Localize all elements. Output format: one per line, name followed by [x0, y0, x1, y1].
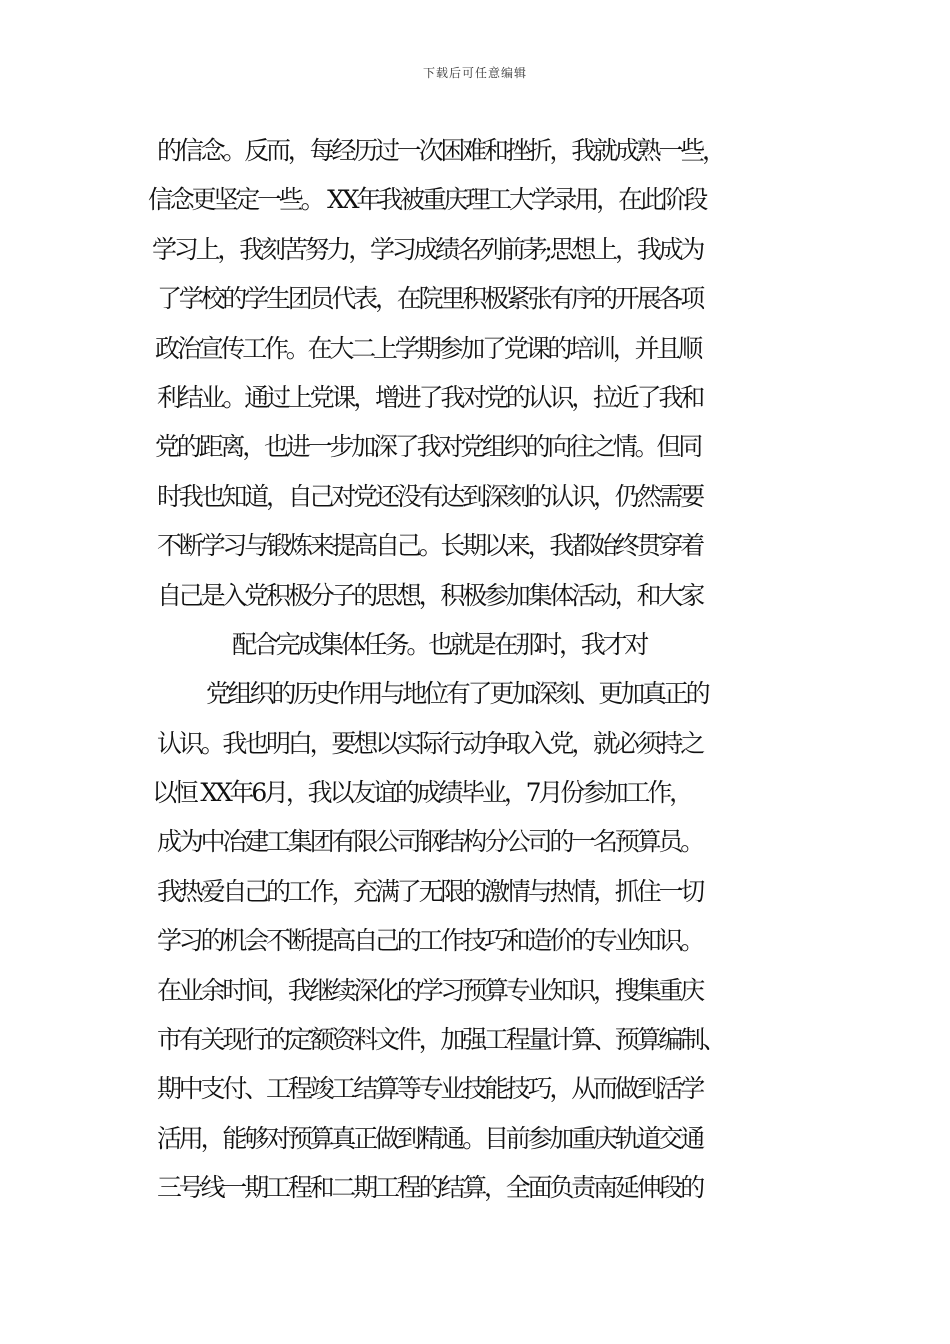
text-line: 我热爱自己的工作，充满了无限的激情与热情，抓住一切	[157, 876, 703, 906]
text-line: 认识。我也明白，要想以实际行动争取入党，就必须持之	[157, 728, 703, 758]
text-line: 政治宣传工作。在大二上学期参加了党课的培训，并且顺	[155, 333, 701, 363]
text-line: 利结业。通过上党课，增进了我对党的认识，拉近了我和	[157, 382, 703, 412]
text-line: 市有关现行的定额资料文件，加强工程量计算、预算编制、	[157, 1025, 724, 1055]
text-line: 学习的机会不断提高自己的工作技巧和造价的专业知识。	[157, 926, 703, 956]
text-line: 以恒 XX年6月，我以友谊的成绩毕业，7月份参加工作，	[152, 778, 691, 808]
text-line: 三号线一期工程和二期工程的结算，全面负责南延伸段的	[157, 1173, 703, 1203]
text-line: 自己是入党积极分子的思想，积极参加集体活动，和大家	[157, 580, 703, 610]
text-line: 的信念。反而，每经历过一次困难和挫折，我就成熟一些，	[157, 136, 724, 165]
text-line: 不断学习与锻炼来提高自己。长期以来，我都始终贯穿着	[157, 531, 703, 561]
text-line: 在业余时间，我继续深化的学习预算专业知识，搜集重庆	[157, 975, 703, 1005]
text-line: 学习上，我刻苦努力，学习成绩名列前茅;思想上，我成为	[152, 234, 703, 264]
text-line: 成为中冶建工集团有限公司钢结构分公司的一名预算员。	[157, 827, 703, 857]
text-line: 党组织的历史作用与地位有了更加深刻、更加真正的	[206, 679, 708, 709]
text-line: 活用，能够对预算真正做到精通。目前参加重庆轨道交通	[157, 1123, 703, 1153]
text-line: 时我也知道，自己对党还没有达到深刻的认识，仍然需要	[157, 481, 703, 511]
text-line: 了学校的学生团员代表，在院里积极紧张有序的开展各项	[157, 284, 703, 314]
text-line: 期中支付、工程竣工结算等专业技能技巧，从而做到活学	[157, 1074, 703, 1104]
text-line: 配合完成集体任务。也就是在那时，我才对	[232, 629, 647, 659]
body-text	[0, 126, 950, 1213]
text-line: 信念更坚定一些。 XX年我被重庆理工大学录用，在此阶段	[148, 185, 706, 215]
text-line: 党的距离，也进一步加深了我对党组织的向往之情。但同	[155, 432, 701, 462]
download-note: 下载后可任意编辑	[422, 66, 527, 80]
